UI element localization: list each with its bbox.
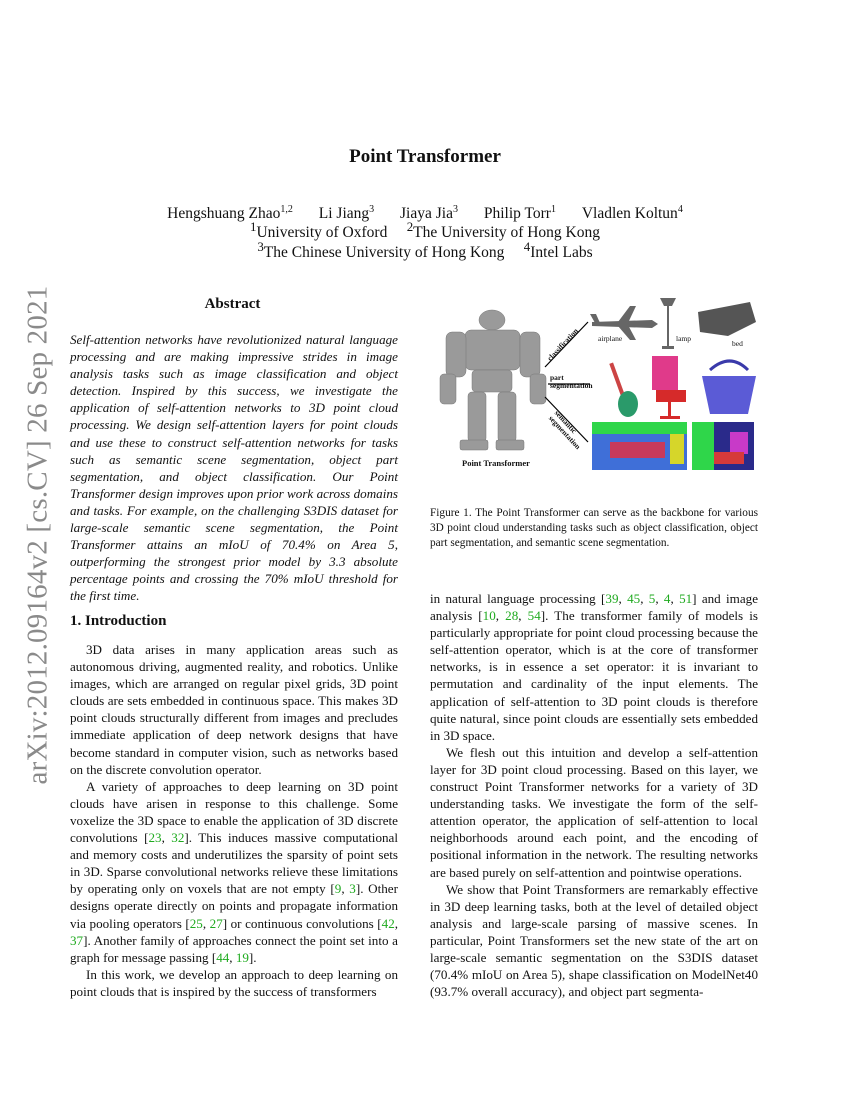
chair-shape — [652, 356, 686, 419]
intro-paragraph-5: We show that Point Transformers are remarkably effective in 3D deep learning tasks, both at the level of detailed object analysis and large-scale parsing of massive scenes. In particular, Point Transformers set the new state of the art on large-scale semantic segmentation on the S3DIS dataset (70.4% mIoU on Area 5), shape classification on ModelNet40 (93.7% overall accuracy), and object part segmenta- — [430, 881, 758, 1000]
intro-paragraph-2: A variety of approaches to deep learning on 3D point clouds have arisen in response to this challenge. Some voxelize the 3D space to enable the application of 3D discrete convolutions [23, 32]. This induces massive computational and memory costs and underutilizes the sparsity of point sets in 3D. Sparse convolutional networks relieve these limitations by operating only on voxels that are not empty [9, 3]. Other designs operate directly on points and propagate information via pooling operators [25, 27] or continuous convolutions [42, 37]. Another family of approaches connect the point set into a graph for message passing [44, 19]. — [70, 778, 399, 965]
author: Jiaya Jia$^3$ — [400, 204, 458, 223]
citation-link[interactable]: 28 — [505, 608, 519, 624]
citation-link[interactable]: 37 — [70, 932, 84, 948]
fig-label-part-segmentation: part segmentation — [550, 373, 593, 390]
affiliation-line-1: $^1$University of Oxford $^2$The University of Hong Kong — [250, 219, 600, 242]
figure-1-caption: Figure 1. The Point Transformer can serve as the backbone for various 3D point cloud understanding tasks such as object classification, object part segmentation, and semantic scene segmentation. — [430, 507, 758, 549]
paper-title: Point Transformer — [349, 146, 501, 167]
citation-link[interactable]: 4 — [663, 591, 671, 606]
citation-link[interactable]: 3 — [349, 881, 356, 897]
fig-label-classification: classification — [545, 326, 580, 363]
citation-link[interactable]: 10 — [482, 608, 496, 624]
citation-link[interactable]: 42 — [381, 915, 395, 931]
intro-paragraph-3: In this work, we develop an approach to deep learning on point clouds that is inspired by the success of transformers — [70, 966, 398, 999]
abstract-heading: Abstract — [204, 296, 261, 312]
intro-paragraph-3-cont: in natural language processing [39, 45, 5, 4, 51] and image analysis [10, 28, 54]. The transformer family of models is particularly appropriate for point cloud processing because the self-attention operator, which is at the core of transformer networks, is in essence a set operator: it is invariant to permutation and cardinality of the input elements. The application of self-attention to 3D point clouds is therefore quite natural, since point clouds are essentially sets embedded in 3D space. — [430, 591, 759, 743]
abstract-text: Self-attention networks have revolutionized natural language processing and are making impressive strides in image analysis tasks such as image classification and object detection. Inspired by this success, we investigate the application of self-attention networks to 3D point cloud processing. We design self-attention layers for point clouds and use these to construct self-attention networks for tasks such as semantic scene segmentation, object part segmentation, and object classification. Our Point Transformer design improves upon prior work across domains and tasks. For example, on the challenging S3DIS dataset for large-scale semantic scene segmentation, the Point Transformer attains an mIoU of 70.4% on Area 5, outperforming the strongest prior model by 3.3 absolute percentage points and crossing the 70% mIoU threshold for the first time. — [70, 332, 398, 604]
fig-label-bed: bed — [732, 339, 743, 348]
affiliation-line-2: $^3$The Chinese University of Hong Kong $^4$Intel Labs — [257, 239, 593, 262]
figure-graphic — [430, 292, 760, 472]
citation-link[interactable]: 23 — [148, 830, 162, 846]
intro-left-column — [70, 641, 398, 1000]
citation-link[interactable]: 5 — [648, 591, 656, 606]
citation-link[interactable]: 25 — [189, 915, 203, 931]
fig-label-point-transformer: Point Transformer — [462, 458, 530, 468]
fig-label-semantic-segmentation: semantic segmentation — [546, 408, 583, 451]
intro-paragraph-1: 3D data arises in many application areas such as autonomous driving, augmented reality, and robotics. Unlike images, which are arranged on regular pixel grids, 3D point clouds are sets embedded in continuous space. This makes 3D point clouds structurally different from images and precludes immediate application of deep network designs that have become standard in computer vision, such as networks based on the discrete convolution operator. — [70, 642, 398, 777]
citation-link[interactable]: 19 — [235, 949, 249, 965]
scene-1 — [592, 422, 687, 470]
intro-heading: 1. Introduction — [70, 613, 167, 629]
citation-link[interactable]: 44 — [216, 949, 230, 965]
author: Hengshuang Zhao$^{1,2}$ — [167, 204, 293, 223]
lamp-shape — [660, 298, 676, 349]
robot-point-cloud — [440, 310, 546, 450]
author: Philip Torr$^1$ — [483, 204, 556, 223]
citation-link[interactable]: 39 — [605, 591, 619, 606]
citation-link[interactable]: 45 — [627, 591, 641, 606]
arxiv-stamp — [18, 285, 58, 785]
citation-link[interactable]: 54 — [527, 608, 541, 624]
citation-link[interactable]: 27 — [209, 915, 223, 931]
author: Vladlen Koltun$^4$ — [581, 204, 683, 223]
bed-shape — [698, 302, 756, 336]
figure-1 — [430, 292, 760, 472]
intro-paragraph-4: We flesh out this intuition and develop a self-attention layer for 3D point cloud processing. Based on this layer, we construct Point Transformer networks for a variety of 3D understanding tasks. We investigate the form of the self-attention operator, the application of self-attention to local neighborhoods around each point, and the encoding of positional information in the network. The resulting networks are based purely on self-attention and pointwise operations. — [430, 744, 758, 880]
fig-label-lamp: lamp — [676, 334, 691, 343]
guitar-shape — [609, 363, 638, 417]
arxiv-id: arXiv:2012.09164v2 [cs.CV] 26 Sep 2021 — [21, 285, 54, 785]
citation-link[interactable]: 51 — [679, 591, 693, 606]
author: Li Jiang$^3$ — [318, 204, 375, 223]
intro-right-column — [430, 590, 758, 1000]
scene-2 — [692, 422, 754, 470]
citation-link[interactable]: 9 — [334, 881, 342, 897]
citation-link[interactable]: 32 — [171, 830, 185, 846]
fig-label-airplane: airplane — [598, 334, 623, 343]
bag-shape — [702, 361, 756, 414]
